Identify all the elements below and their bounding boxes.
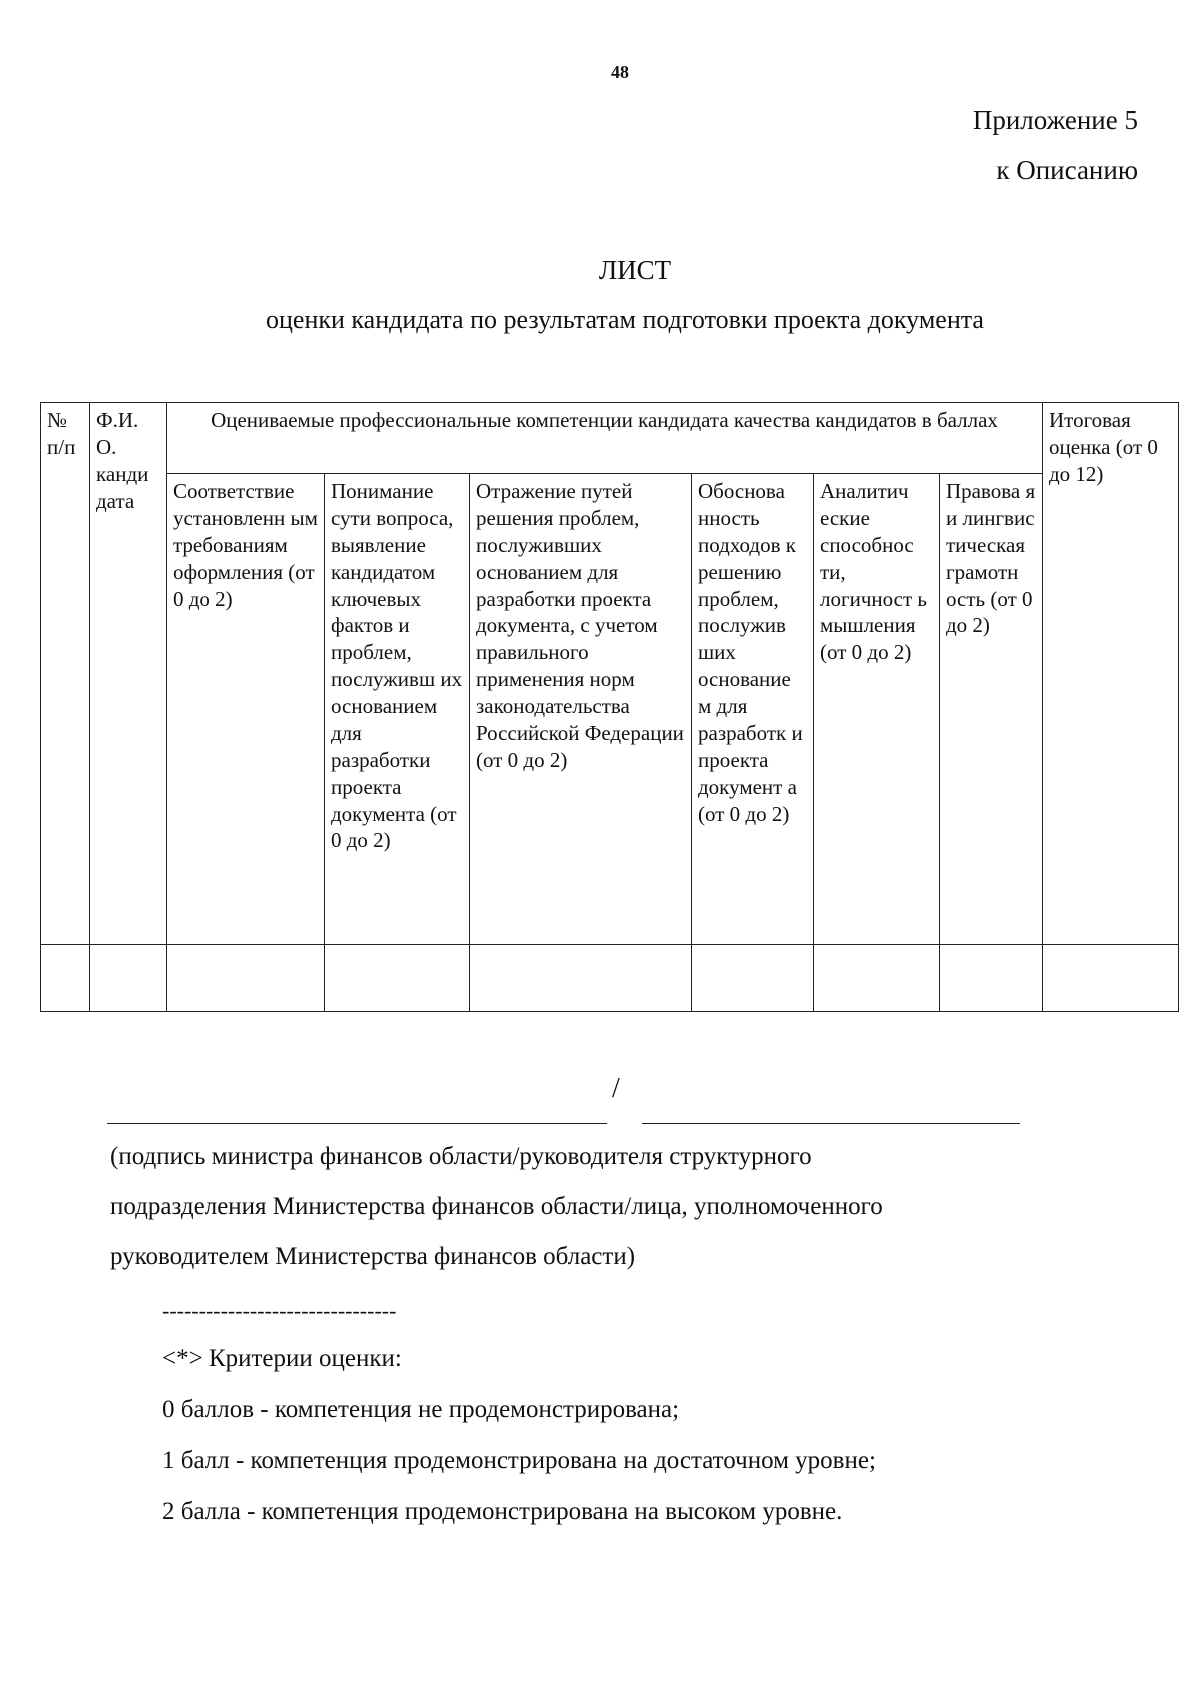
header-number: № п/п [41,403,90,945]
table-cell [90,945,167,1012]
table-header-row [41,403,1179,474]
table-criteria-row [41,474,1179,945]
name-line [642,1123,1020,1124]
header-competencies: Оцениваемые профессиональные компетенции кандидата качества кандидатов в баллах [167,403,1043,474]
header-fio: Ф.И. О. канди дата [90,403,167,945]
criterion-literacy: Правова я и лингвис тическая грамотн ость (от 0 до 2) [940,474,1043,945]
signature-caption-line2: подразделения Министерства финансов области/лица, уполномоченного [110,1193,883,1220]
criteria-item: 2 балла - компетенция продемонстрирована на высоком уровне. [162,1498,843,1525]
criteria-item: 1 балл - компетенция продемонстрирована на достаточном уровне; [162,1447,876,1474]
criteria-item: 0 баллов - компетенция не продемонстрирована; [162,1396,680,1423]
footnote-heading: <*> Критерии оценки: [162,1345,402,1372]
signature-slash: / [612,1073,620,1104]
criterion-analytical: Аналитич еские способнос ти, логичност ь мышления (от 0 до 2) [814,474,940,945]
footnote-separator: -------------------------------- [162,1298,397,1323]
table-row [41,945,1179,1012]
signature-caption-line1: (подпись министра финансов области/руководителя структурного [110,1143,812,1170]
criterion-justification: Обоснова нность подходов к решению проблем, послужив ших основание м для разработк и проекта документ а (от 0 до 2) [692,474,814,945]
table-cell [814,945,940,1012]
table-cell [1043,945,1179,1012]
evaluation-table [40,402,1178,1012]
page-number: 48 [611,62,629,82]
appendix-reference: к Описанию [996,155,1138,185]
table-cell [167,945,325,1012]
criterion-solutions: Отражение путей решения проблем, послуживших основанием для разработки проекта документа, с учетом правильного применения норм законодательства Российской Федерации (от 0 до 2) [470,474,692,945]
table-cell [41,945,90,1012]
table-cell [940,945,1043,1012]
table-cell [325,945,470,1012]
header-total-score: Итоговая оценка (от 0 до 12) [1043,403,1179,945]
signature-line [107,1123,607,1124]
document-title: ЛИСТ [598,255,672,285]
signature-caption-line3: руководителем Министерства финансов области) [110,1243,636,1270]
table-cell [692,945,814,1012]
table-cell [470,945,692,1012]
criterion-formatting: Соответствие установленн ым требованиям оформления (от 0 до 2) [167,474,325,945]
criterion-understanding: Понимание сути вопроса, выявление кандидатом ключевых фактов и проблем, послуживш их основанием для разработки проекта документа (от 0 до 2) [325,474,470,945]
appendix-label: Приложение 5 [972,105,1138,135]
document-subtitle: оценки кандидата по результатам подготовки проекта документа [266,305,984,334]
